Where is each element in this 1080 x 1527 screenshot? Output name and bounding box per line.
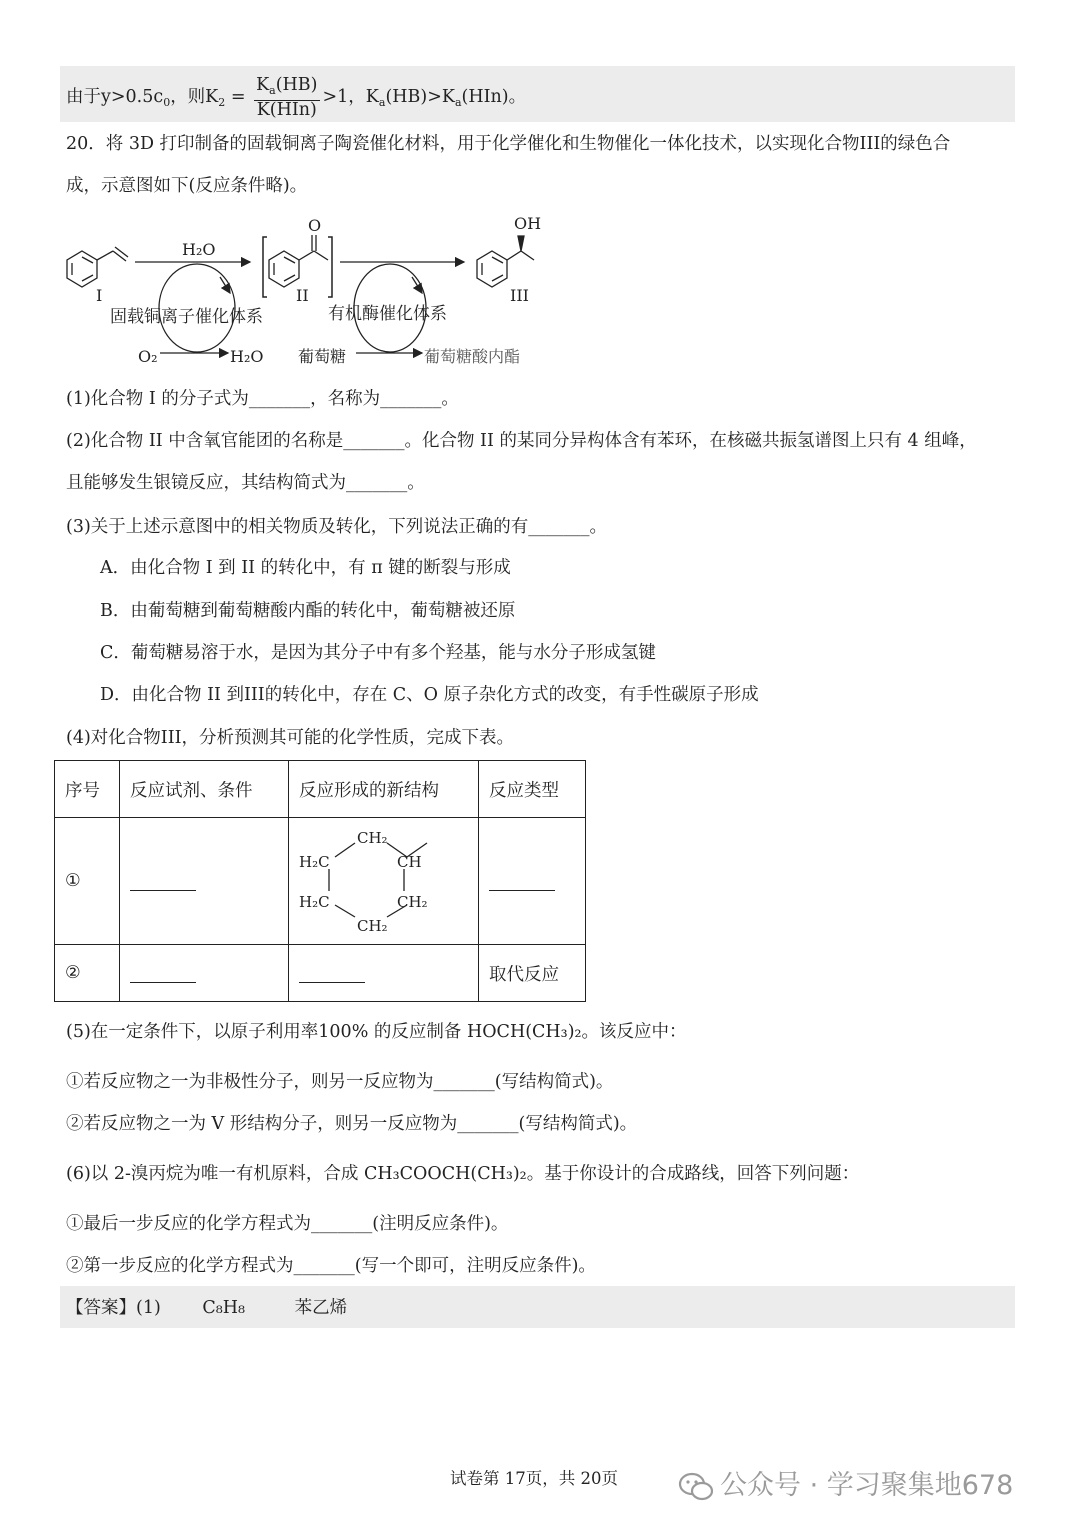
row2-no: ② [55,945,120,1002]
question-20-line-2: 成，示意图如下(反应条件略)。 [66,176,308,196]
option-c: C．葡萄糖易溶于水，是因为其分子中有多个羟基，能与水分子形成氢键 [100,643,656,663]
label-compound-I: I [96,286,103,305]
header-reaction-type: 反应类型 [479,761,586,818]
label-compound-III: III [510,286,529,305]
row1-structure [289,818,479,945]
svg-text:CH: CH [397,852,422,871]
label-gluconolactone: 葡萄糖酸内酯 [424,347,521,366]
page-footer: 试卷第 17页，共 20页 [450,1469,618,1488]
cyclohexyl-ring [289,819,459,944]
header-no: 序号 [55,761,120,818]
phenylethanol-structure [477,236,534,287]
row2-reagent-blank [120,945,289,1002]
label-carbonyl-o: O [308,216,322,235]
question-6-a: ①最后一步反应的化学方程式为_______(注明反应条件)。 [66,1214,509,1234]
option-a: A．由化合物 I 到 II 的转化中，有 π 键的断裂与形成 [100,558,511,578]
label-glucose: 葡萄糖 [298,347,347,366]
answer-formula: C₈H₈ [202,1298,246,1318]
label-water-top: H₂O [182,240,216,259]
row1-reagent-blank [120,818,289,945]
label-o2: O₂ [138,347,158,366]
option-d: D．由化合物 II 到III的转化中，存在 C、O 原子杂化方式的改变，有手性碳原子形成 [100,685,759,705]
reaction-scheme [60,205,560,375]
question-4: (4)对化合物III，分析预测其可能的化学性质，完成下表。 [66,728,515,748]
wechat-icon [678,1472,714,1502]
question-6: (6)以 2-溴丙烷为唯一有机原料，合成 CH₃COOCH(CH₃)₂。基于你设计的合成路线，回答下列问题： [66,1164,860,1184]
question-5-a: ①若反应物之一为非极性分子，则另一反应物为_______(写结构简式)。 [66,1072,614,1092]
row1-no: ① [55,818,120,945]
styrene-structure [67,247,128,287]
question-2-line-1: (2)化合物 II 中含氧官能团的名称是_______。化合物 II 的某同分异构体含有苯环，在核磁共振氢谱图上只有 4 组峰， [66,431,977,451]
label-compound-II: II [296,286,309,305]
acetophenone-structure [269,235,328,287]
question-2-line-2: 且能够发生银镜反应，其结构简式为_______。 [66,473,425,493]
svg-text:CH₂: CH₂ [357,828,388,847]
option-b: B．由葡萄糖到葡萄糖酸内酯的转化中，葡萄糖被还原 [100,601,516,621]
label-water-bottom: H₂O [230,347,264,366]
label-catalyst-copper: 固载铜离子催化体系 [110,307,263,327]
svg-text:CH₂: CH₂ [357,916,388,935]
svg-text:H₂C: H₂C [299,852,330,871]
header-new-structure: 反应形成的新结构 [289,761,479,818]
label-catalyst-enzyme: 有机酶催化体系 [328,304,447,324]
question-5: (5)在一定条件下，以原子利用率100% 的反应制备 HOCH(CH₃)₂。该反应中： [66,1022,687,1042]
table-header-row [55,761,586,818]
answer-name: 苯乙烯 [294,1298,348,1318]
table-row [55,945,586,1002]
row1-type-blank [479,818,586,945]
row2-structure-blank [289,945,479,1002]
table-row [55,818,586,945]
answer-label: 【答案】(1) [66,1298,161,1318]
previous-answer-line: 由于$y>0.5c_0$，则$K_2$ = $\frac{K_a(HB)}{\text{K(HIn)}}$ >1，$K_a(HB)>K_a(HIn)$。 [66,75,527,120]
header-reagent: 反应试剂、条件 [120,761,289,818]
question-1: (1)化合物 I 的分子式为_______，名称为_______。 [66,389,459,409]
question-5-b: ②若反应物之一为 V 形结构分子，则另一反应物为_______(写结构简式)。 [66,1114,638,1134]
question-3: (3)关于上述示意图中的相关物质及转化，下列说法正确的有_______。 [66,517,608,537]
answer-line [66,1295,347,1321]
svg-text:H₂C: H₂C [299,892,330,911]
watermark: 公众号 · 学习聚集地678 [678,1463,1013,1502]
properties-table [54,760,586,1002]
ka-ratio-fraction: $\frac{K_a(HB)}{\text{K(HIn)}}$ [256,75,318,120]
row2-type: 取代反应 [479,945,586,1002]
label-hydroxyl: OH [514,214,542,233]
question-6-b: ②第一步反应的化学方程式为_______(写一个即可，注明反应条件)。 [66,1256,596,1276]
question-20-line-1: 20．将 3D 打印制备的固载铜离子陶瓷催化材料，用于化学催化和生物催化一体化技术，以实现化合物III的绿色合 [66,134,951,154]
svg-text:CH₂: CH₂ [397,892,428,911]
